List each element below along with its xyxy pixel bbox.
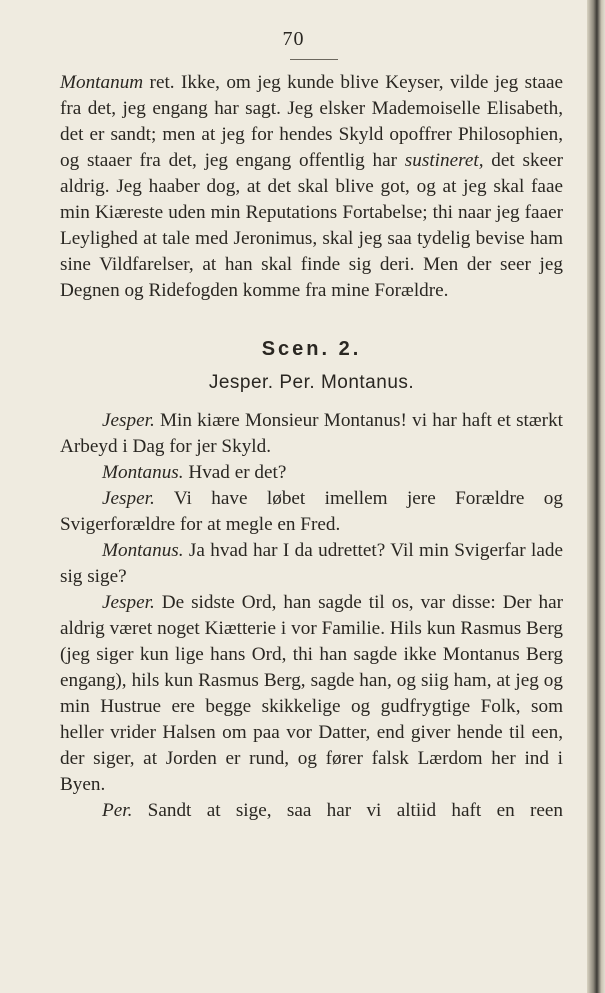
dialogue-line [60, 460, 563, 486]
dialogue-line [60, 408, 563, 460]
dialogue-text: Hvad er det? [183, 462, 287, 483]
speaker-name: Jesper. [102, 488, 155, 509]
paragraph-text: det skeer aldrig. Jeg haaber dog, at det skal blive got, og at jeg skal faae min Kiæreste uden min Reputations Fortabelse; thi naar jeg faaer Leylighed at tale med Jeronimus, skal jeg saa tydelig bevise ham sine Vildfarelser, at han skal finde sig deri. Men der seer jeg Degnen og Ridefogden komme fra mine Forældre. [60, 150, 563, 301]
dialogue-text: Ja hvad har I da udrettet? Vil min Svigerfar lade sig sige? [60, 540, 563, 587]
opening-paragraph [60, 70, 563, 304]
page-body [60, 70, 563, 824]
dialogue-text: Vi have løbet imellem jere Forældre og Svigerforældre for at megle en Fred. [60, 488, 563, 535]
scene-cast: Jesper. Per. Montanus. [208, 372, 415, 393]
page-number-rule [290, 59, 338, 60]
speaker-name: Jesper. [102, 410, 155, 431]
paragraph-text: ret. Ikke, om jeg kunde blive Keyser, vilde jeg staae fra det, jeg engang har sagt. Jeg elsker Mademoiselle Elisabeth, det er sandt; men at jeg for hendes Skyld opoffrer Philosophien, og staaer fra det, jeg engang offentlig har [60, 72, 563, 171]
page-number: 70 [282, 28, 305, 50]
dialogue-line [60, 798, 563, 824]
speaker-name: Montanus. [102, 462, 184, 483]
dialogue-line [60, 590, 563, 798]
speaker-name: Montanus. [102, 540, 184, 561]
dialogue-text: Min kiære Monsieur Montanus! vi har haft et stærkt Arbeyd i Dag for jer Skyld. [60, 410, 563, 457]
speaker-name: Jesper. [102, 592, 155, 613]
emphasized-word: sustineret, [404, 150, 484, 171]
dialogue-text: De sidste Ord, han sagde til os, var disse: Der har aldrig været noget Kiætterie i vor Familie. Hils kun Rasmus Berg (jeg siger kun lige hans Ord, thi han sagde ikke Montanus Berg engang), hils kun Rasmus Berg, sagde han, og siig ham, at jeg og min Hustrue ere begge skikkelige og gudfrygtige Folk, som heller vrider Halsen om paa vor Datter, end giver hende til een, der siger, at Jorden er rund, og fører falsk Lærdom her ind i Byen. [60, 592, 563, 795]
scene-heading: Scen. 2. [261, 338, 362, 360]
dialogue-line [60, 538, 563, 590]
speaker-name: Per. [102, 800, 133, 821]
dialogue-line [60, 486, 563, 538]
speaker-name: Montanum [60, 72, 144, 93]
dialogue-text: Sandt at sige, saa har vi altiid haft en reen [132, 800, 563, 821]
book-gutter-edge [587, 0, 605, 993]
